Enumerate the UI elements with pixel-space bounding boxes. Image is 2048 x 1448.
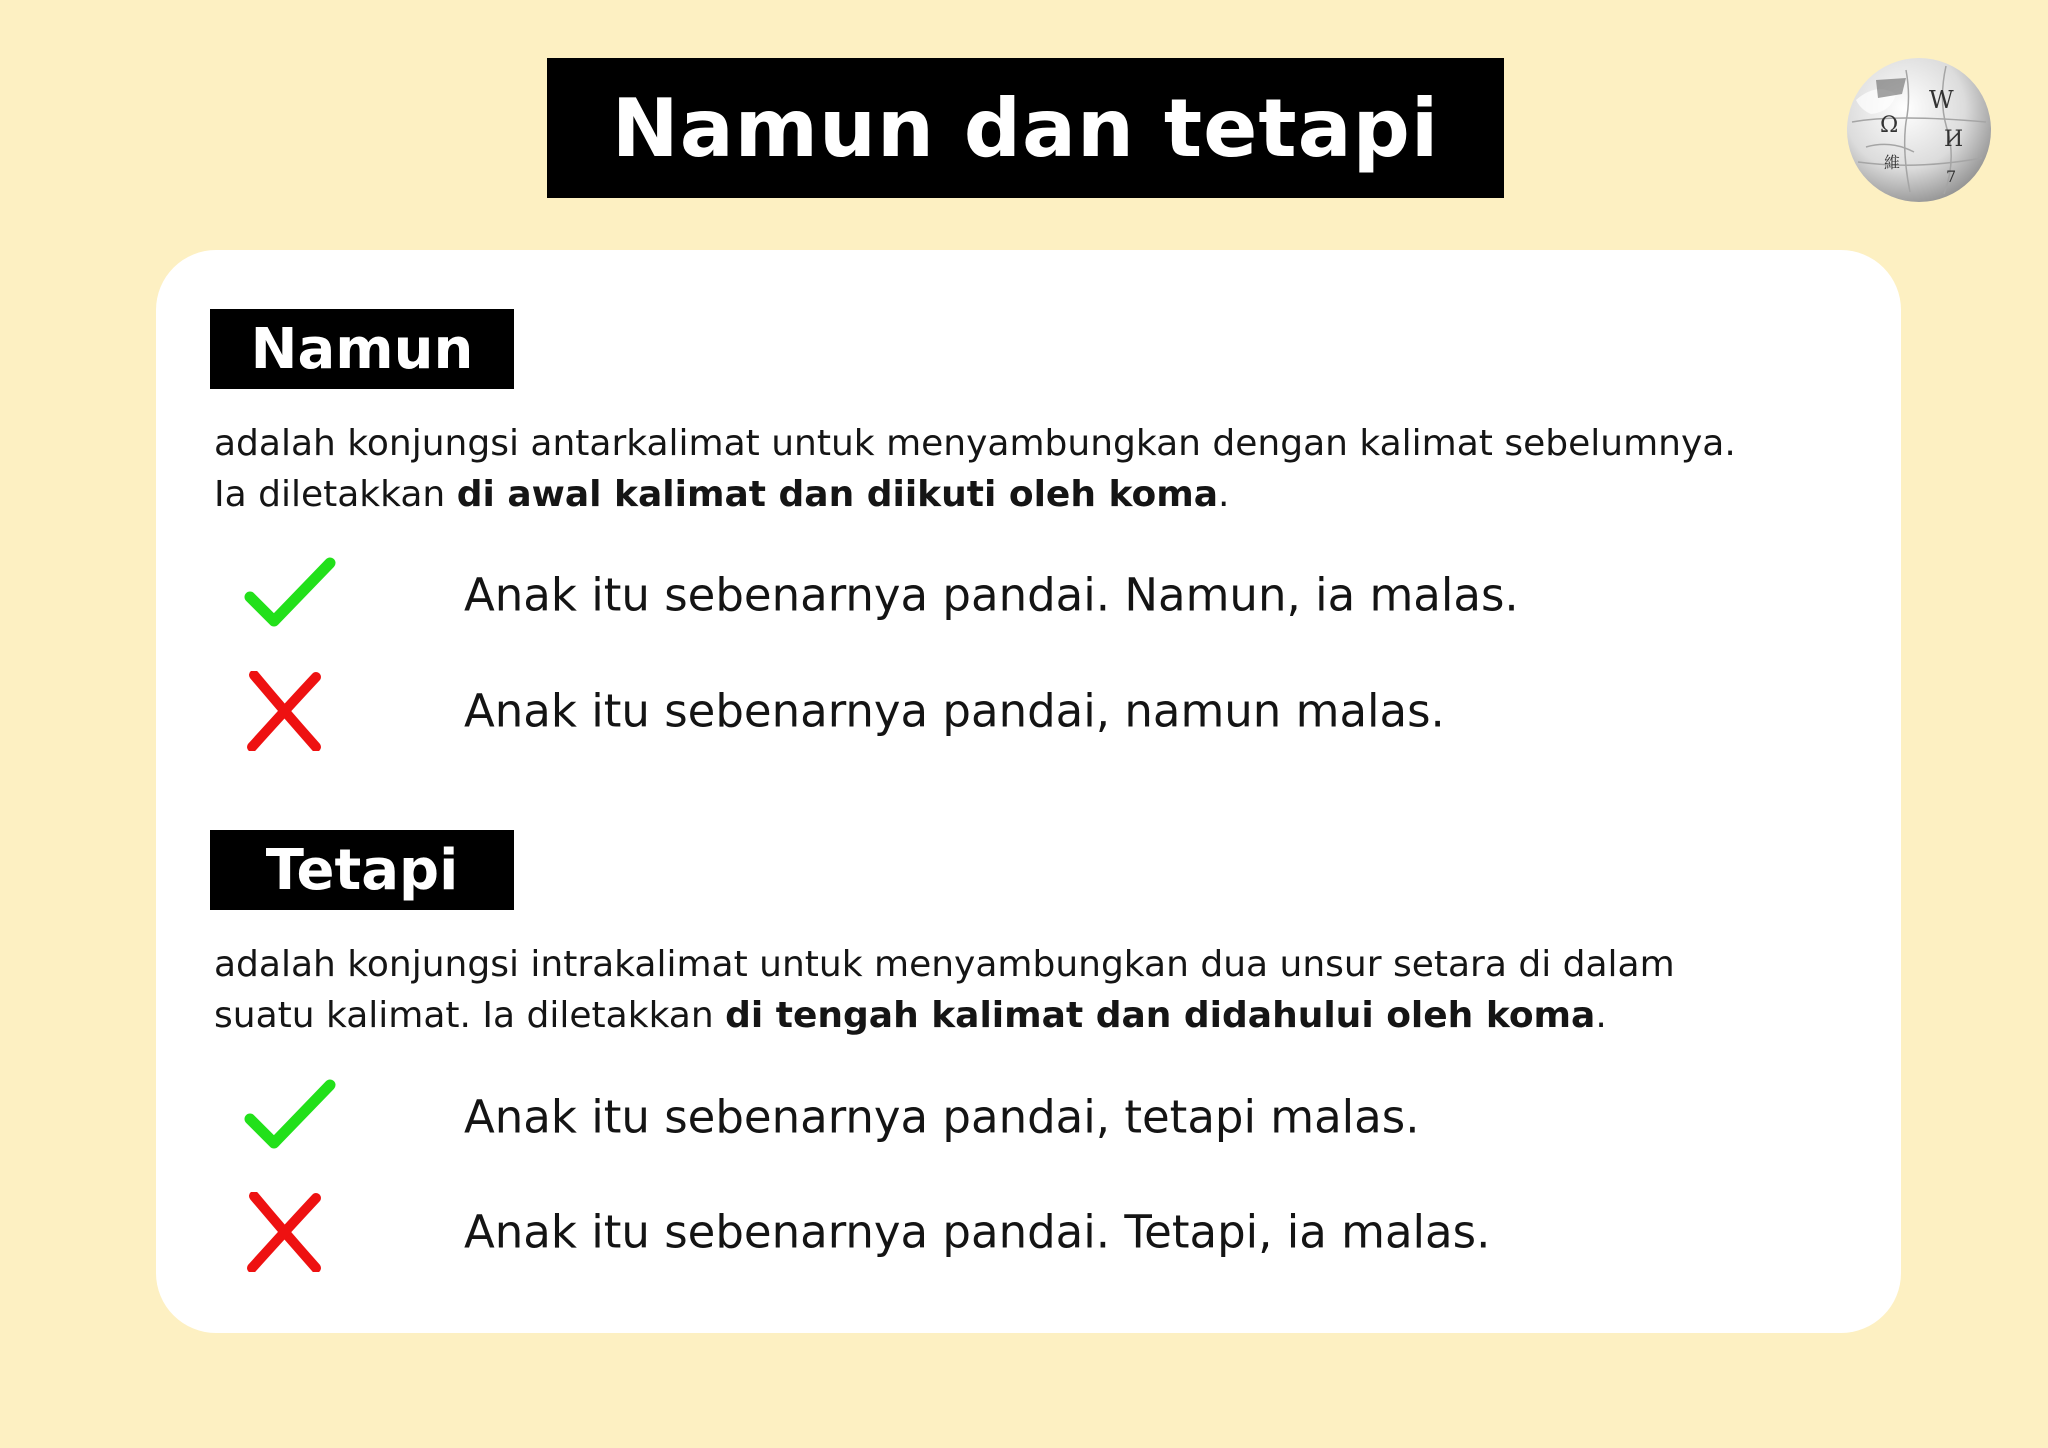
description-line: adalah konjungsi intrakalimat untuk menyambungkan dua unsur setara di dalam: [214, 944, 1675, 985]
description-emphasis: di tengah kalimat dan didahului oleh koma: [725, 995, 1596, 1036]
example-sentence: Anak itu sebenarnya pandai. Namun, ia malas.: [464, 568, 1519, 622]
section-description-namun: [214, 418, 1874, 520]
example-correct-tetapi: [244, 1077, 1744, 1157]
description-line: [214, 469, 1874, 520]
description-emphasis: di awal kalimat dan diikuti oleh koma: [456, 474, 1218, 515]
section-description-tetapi: [214, 939, 1874, 1041]
description-line: adalah konjungsi antarkalimat untuk menyambungkan dengan kalimat sebelumnya.: [214, 423, 1736, 464]
globe-glyph-w: W: [1929, 86, 1954, 114]
description-text: suatu kalimat. Ia diletakkan: [214, 995, 726, 1036]
section-label-tetapi: [210, 830, 514, 910]
cross-icon: [244, 671, 336, 751]
section-label-namun: [210, 309, 514, 389]
example-incorrect-namun: [244, 671, 1744, 751]
checkmark-icon: [244, 555, 336, 635]
title-banner: [547, 58, 1504, 198]
description-text: Ia diletakkan: [214, 474, 457, 515]
example-correct-namun: [244, 555, 1744, 635]
globe-glyph-i: И: [1944, 127, 1964, 152]
globe-glyph-wei: 維: [1884, 153, 1901, 172]
wikipedia-globe-icon: [1836, 52, 2002, 204]
example-sentence: Anak itu sebenarnya pandai. Tetapi, ia malas.: [464, 1205, 1491, 1259]
section-label-text: Namun: [250, 316, 474, 382]
example-sentence: Anak itu sebenarnya pandai, tetapi malas.: [464, 1090, 1420, 1144]
section-label-text: Tetapi: [265, 837, 459, 903]
cross-icon: [244, 1192, 336, 1272]
description-text: .: [1218, 474, 1230, 515]
globe-glyph-omega: Ω: [1880, 113, 1899, 138]
content-card: [156, 250, 1901, 1333]
example-sentence: Anak itu sebenarnya pandai, namun malas.: [464, 684, 1445, 738]
globe-glyph-seven: 7: [1946, 167, 1957, 186]
description-text: .: [1595, 995, 1607, 1036]
example-incorrect-tetapi: [244, 1192, 1744, 1272]
page-title: Namun dan tetapi: [611, 81, 1440, 175]
description-line: [214, 990, 1874, 1041]
checkmark-icon: [244, 1077, 336, 1157]
